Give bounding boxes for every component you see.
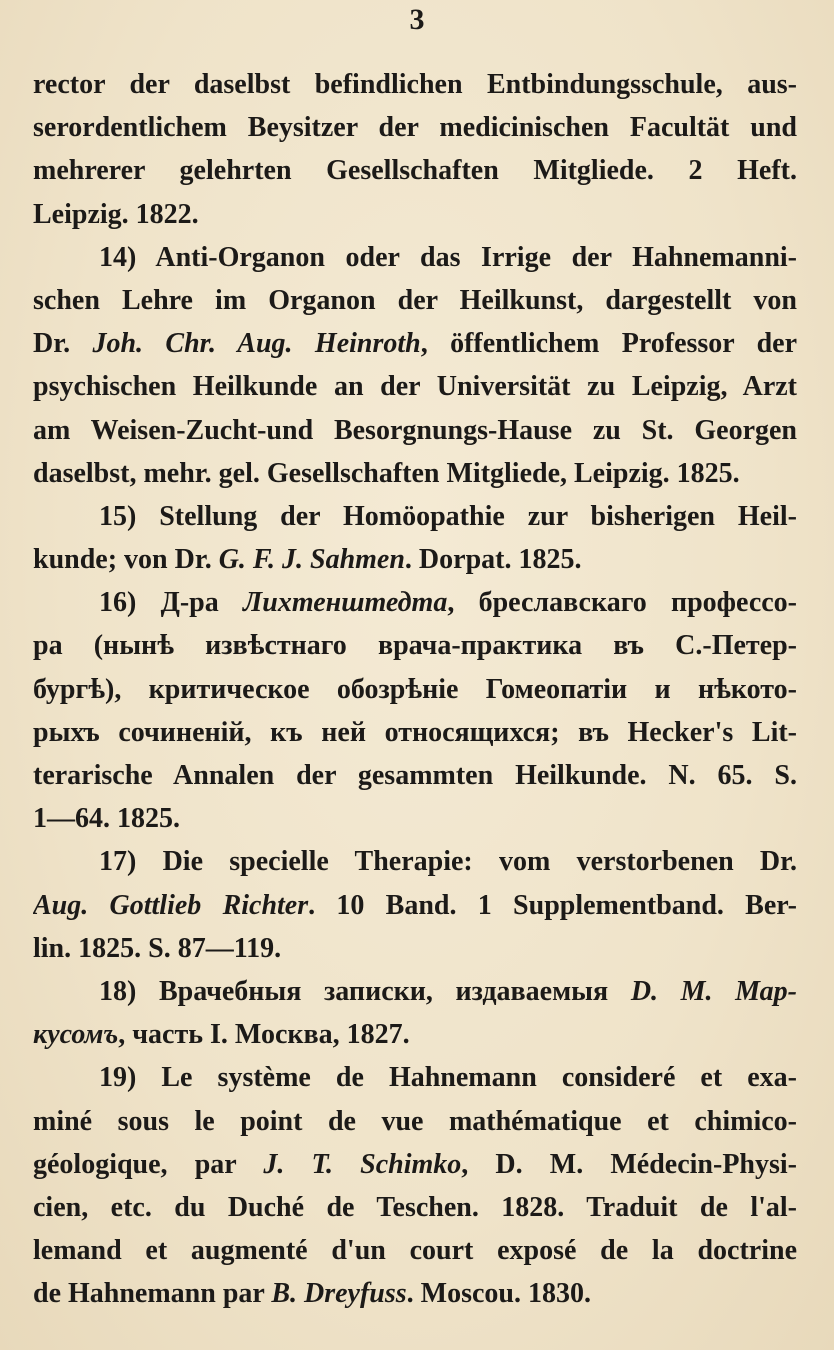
text-run: rector der daselbst befindlichen Entbindungsschule, aus- xyxy=(33,69,797,100)
text-line xyxy=(33,322,797,365)
text-line xyxy=(33,668,797,711)
text-line xyxy=(33,1272,797,1315)
text-run: lemand et augmenté d'un court exposé de la doctrine xyxy=(33,1235,797,1267)
text-run: serordentlichem Beysitzer der medicinischen Facultät und xyxy=(33,112,797,144)
text-line xyxy=(33,279,797,322)
text-line xyxy=(33,149,797,192)
text-run: kunde; von Dr. xyxy=(33,544,219,576)
text-line xyxy=(33,63,797,106)
italic-text: G. F. J. Sahmen xyxy=(218,544,405,576)
page-number: 3 xyxy=(409,3,425,36)
text-run: schen Lehre im Organon der Heilkunst, dargestellt von xyxy=(33,284,797,316)
text-line xyxy=(33,970,797,1013)
text-line xyxy=(33,797,797,840)
text-line xyxy=(33,409,797,452)
text-line xyxy=(33,193,797,236)
text-run: рыхъ сочиненій, къ ней относящихся; въ Hecker's Lit- xyxy=(33,716,797,748)
text-line xyxy=(33,927,797,970)
text-run: 18) Врачебныя записки, издаваемыя xyxy=(99,975,631,1007)
text-run: Leipzig. 1822. xyxy=(33,198,199,230)
text-line xyxy=(33,1056,797,1099)
text-run: daselbst, mehr. gel. Gesellschaften Mitgliede, Leipzig. 1825. xyxy=(33,457,740,489)
text-run: lin. 1825. S. 87—119. xyxy=(33,932,282,964)
text-line xyxy=(33,1186,797,1229)
text-run: , D. M. Médecin-Physi- xyxy=(461,1148,797,1180)
text-run: 14) Anti-Organon oder das Irrige der Hahnemanni- xyxy=(99,241,797,273)
italic-text: B. Dreyfuss xyxy=(271,1278,407,1310)
text-run: 15) Stellung der Homöopathie zur bisherigen Heil- xyxy=(99,500,797,532)
page-body xyxy=(33,63,797,1315)
text-line xyxy=(33,495,797,538)
text-line xyxy=(33,884,797,927)
text-line xyxy=(33,365,797,408)
text-run: mehrerer gelehrten Gesellschaften Mitgliede. 2 Heft. xyxy=(33,155,797,187)
text-run: 17) Die specielle Therapie: vom verstorbenen Dr. xyxy=(99,846,797,878)
text-run: . 10 Band. 1 Supplementband. Ber- xyxy=(308,889,797,921)
text-line xyxy=(33,538,797,581)
text-line xyxy=(33,1100,797,1143)
text-run: de Hahnemann par xyxy=(33,1278,272,1310)
italic-text: Aug. Gottlieb Richter xyxy=(33,889,309,921)
text-line xyxy=(33,624,797,667)
text-line xyxy=(33,1229,797,1272)
text-run: am Weisen-Zucht-und Besorgnungs-Hause zu St. Georgen xyxy=(33,414,797,446)
text-run: , часть I. Москва, 1827. xyxy=(118,1019,410,1051)
text-run: miné sous le point de vue mathématique et chimico- xyxy=(33,1105,797,1137)
text-run: 16) Д-ра xyxy=(99,587,244,619)
italic-text: Лихтенштедта xyxy=(243,587,448,619)
text-run: , бреславскаго профессо- xyxy=(447,587,797,619)
text-run: Dr. xyxy=(33,328,93,360)
text-line xyxy=(33,581,797,624)
italic-text: D. M. Мар- xyxy=(630,975,797,1007)
text-line xyxy=(33,840,797,883)
text-run: . Dorpat. 1825. xyxy=(404,544,582,576)
text-run: terarische Annalen der gesammten Heilkunde. N. 65. S. xyxy=(33,760,797,791)
text-run: бургѣ), критическое обозрѣніе Гомеопатіи и нѣкото- xyxy=(33,673,797,705)
text-run: géologique, par xyxy=(33,1148,264,1180)
text-run: psychischen Heilkunde an der Universität zu Leipzig, Arzt xyxy=(33,371,797,403)
text-run: . Moscou. 1830. xyxy=(406,1278,591,1310)
text-line xyxy=(33,236,797,279)
text-line xyxy=(33,452,797,495)
text-line xyxy=(33,1013,797,1056)
text-run: ра (нынѣ извѣстнаго врача-практика въ С.-Петер- xyxy=(33,630,797,662)
text-line xyxy=(33,106,797,149)
text-run: , öffentlichem Professor der xyxy=(420,328,797,360)
text-run: 1—64. 1825. xyxy=(33,803,180,835)
text-line xyxy=(33,1143,797,1186)
text-run: cien, etc. du Duché de Teschen. 1828. Traduit de l'al- xyxy=(33,1191,797,1223)
text-run: 19) Le système de Hahnemann consideré et exa- xyxy=(99,1062,797,1094)
text-line xyxy=(33,711,797,754)
italic-text: кусомъ xyxy=(33,1019,119,1051)
italic-text: J. T. Schimko xyxy=(263,1148,462,1180)
text-line xyxy=(33,754,797,797)
italic-text: Joh. Chr. Aug. Heinroth xyxy=(92,328,421,360)
